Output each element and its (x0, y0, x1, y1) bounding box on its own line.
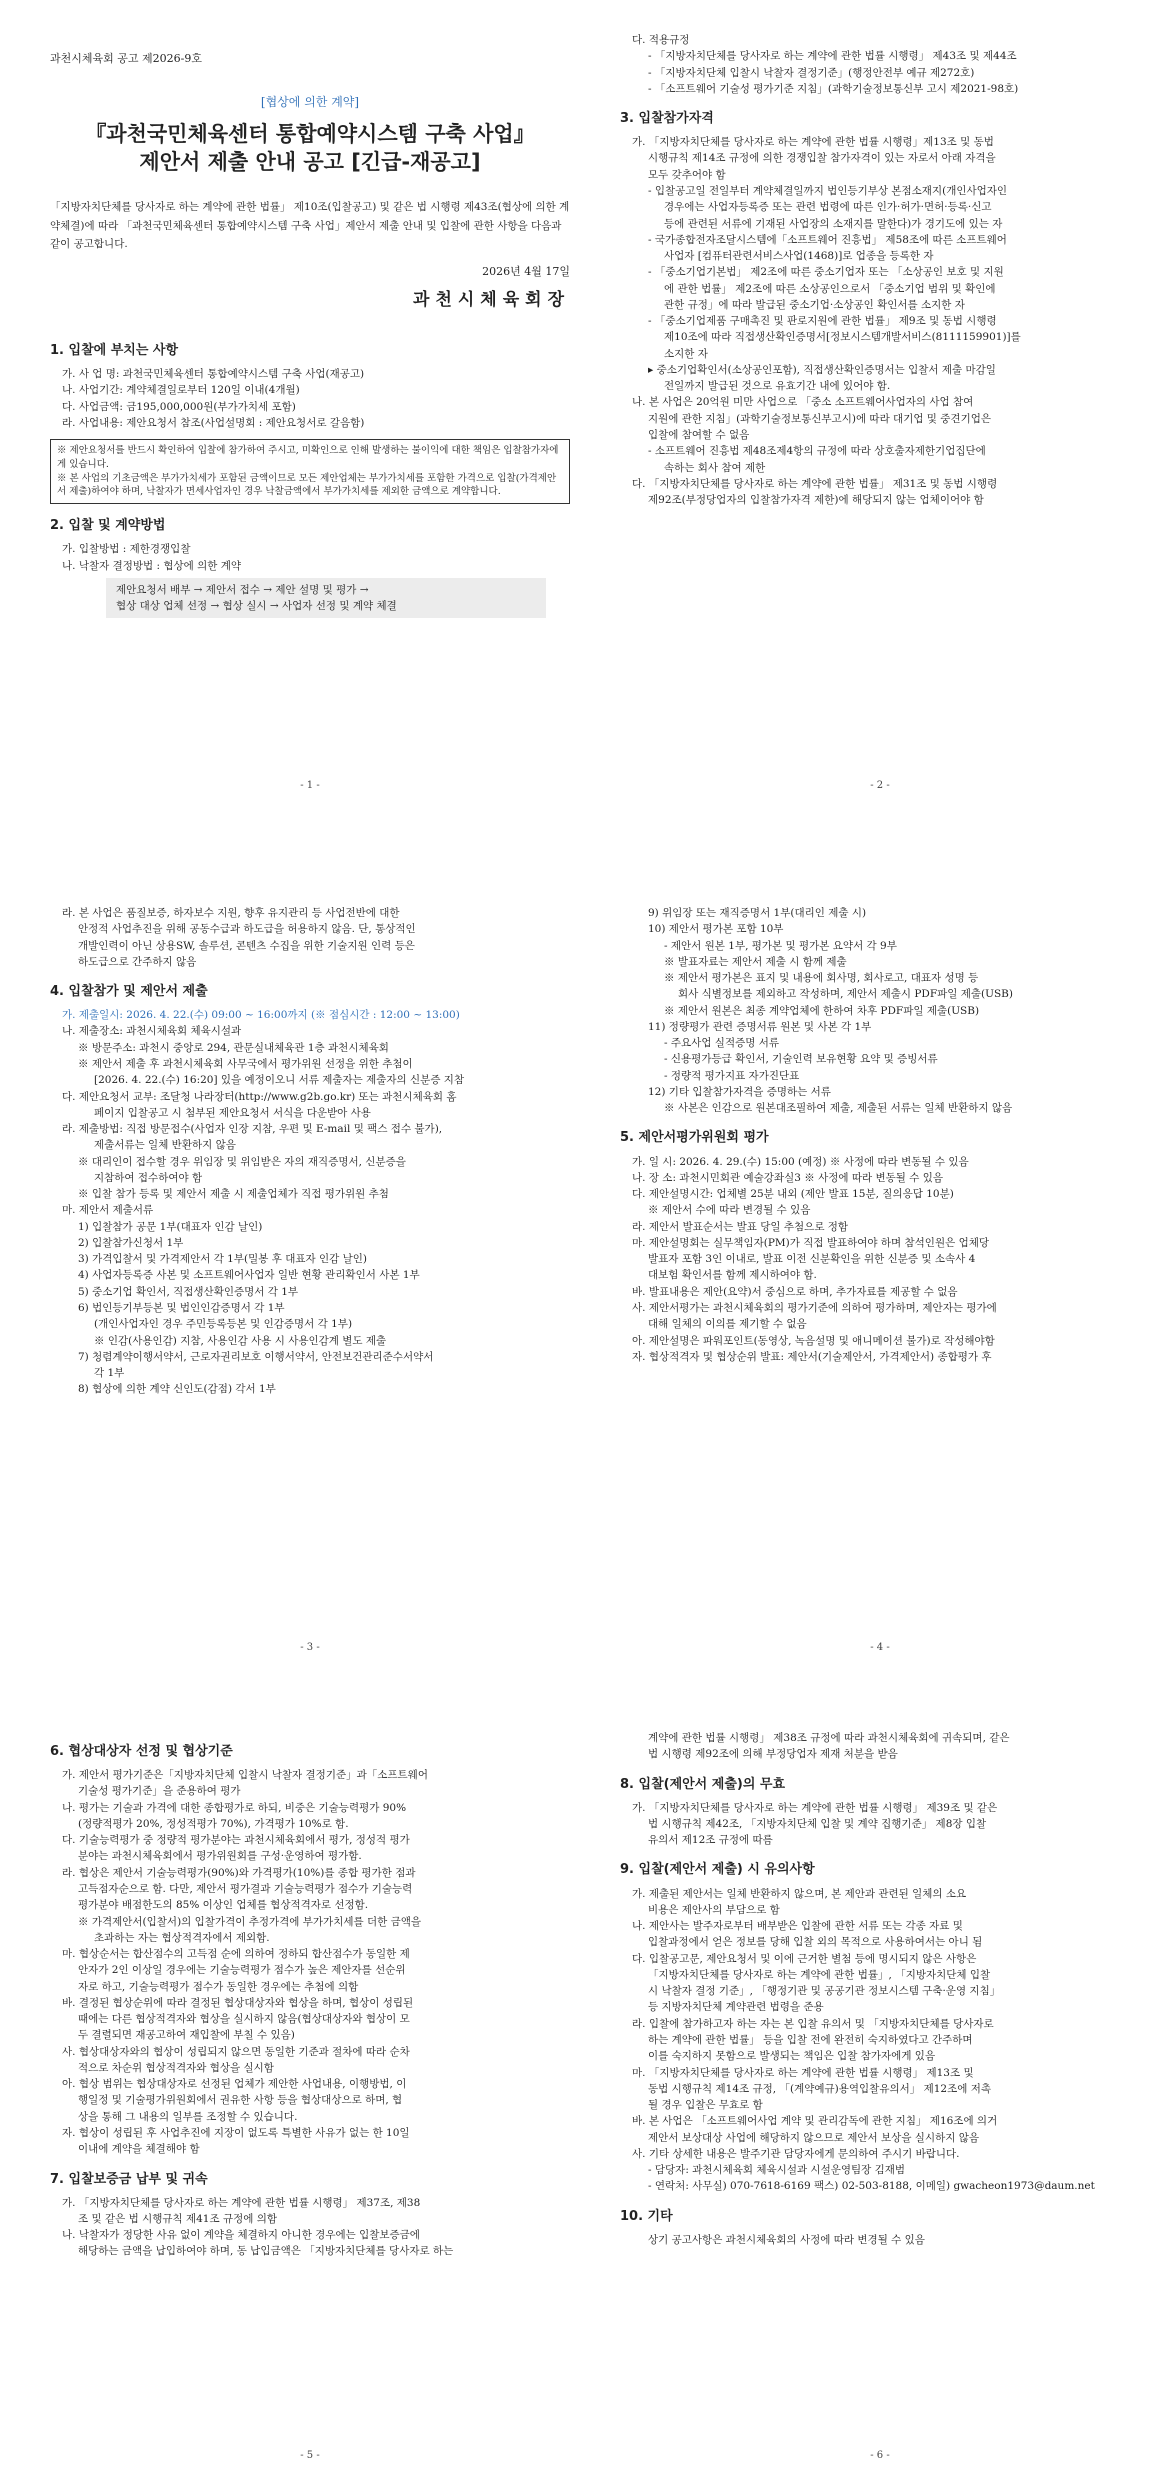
list-item: 초과하는 자는 협상적격자에서 제외함. (94, 1931, 270, 1944)
list-item: 다. 기술능력평가 중 정량적 평가분야는 과천시체육회에서 평가, 정성적 평가 (62, 1834, 410, 1847)
page-number: - 1 - (300, 780, 320, 791)
list-item: 라. 사업내용: 제안요청서 참조(사업설명회 : 제안요청서로 갈음함) (62, 416, 365, 429)
list-item: ▸ 중소기업확인서(소상공인포함), 직접생산확인증명서는 입찰서 제출 마감일 (648, 363, 996, 376)
list-item: 시 낙찰자 결정 기준」, 「행정기관 및 공공기관 정보시스템 구축·운영 지침」 (648, 1985, 1001, 1998)
list-item: 발표자 포함 3인 이내로, 발표 이전 신분확인을 위한 신분증 및 소속사 4 (648, 1253, 976, 1266)
list-item: 라. 본 사업은 품질보증, 하자보수 지원, 향후 유지관리 등 사업전반에 대한 (62, 907, 400, 919)
list-item: 자. 협상이 성립된 후 사업추진에 지장이 없도록 특별한 사유가 없는 한 10일 (62, 2126, 410, 2139)
process-flow-line: 제안요청서 배부 → 제안서 접수 → 제안 설명 및 평가 → (116, 583, 369, 596)
list-item: 다. 입찰공고문, 제안요청서 및 이에 근거한 별첨 등에 명시되지 않은 사항은 (632, 1952, 977, 1965)
section-heading: 1. 입찰에 부치는 사항 (50, 342, 179, 358)
list-item: 10) 제안서 평가본 포함 10부 (648, 923, 784, 936)
page-number: - 3 - (300, 1642, 320, 1653)
list-item: 나. 제출장소: 과천시체육회 체육시설과 (62, 1025, 242, 1038)
list-item: 적으로 차순위 협상적격자와 협상을 실시함 (78, 2061, 274, 2074)
list-item: 될 경우 입찰은 무효로 함 (648, 2099, 763, 2112)
list-item: 12) 기타 입찰참가자격을 증명하는 서류 (648, 1085, 831, 1098)
list-item: (개인사업자인 경우 주민등록등본 및 인감증명서 각 1부) (94, 1318, 353, 1331)
section-heading: 6. 협상대상자 선정 및 협상기준 (50, 1744, 233, 1759)
list-item: - 연락처: 사무실) 070-7618-6169 팩스) 02-503-8188, 이메일) gwacheon1973@daum.net (648, 2180, 1095, 2193)
section-heading: 4. 입찰참가 및 제안서 제출 (50, 984, 208, 1000)
list-item: 9) 위임장 또는 재직증명서 1부(대리인 제출 시) (648, 907, 867, 919)
list-item: 마. 「지방자치단체를 당사자로 하는 계약에 관한 법률 시행령」 제13조 및 (632, 2066, 974, 2079)
list-item: - 입찰공고일 전일부터 계약체결일까지 법인등기부상 본점소재지(개인사업자인 (648, 185, 1008, 197)
page-number: - 4 - (870, 1642, 890, 1653)
list-item: 고득점자순으로 함. 다만, 제안서 평가결과 기술능력평가 점수가 기술능력 (78, 1883, 413, 1895)
title-line-1: 『과천국민체육센터 통합예약시스템 구축 사업』 (85, 121, 535, 146)
list-item: 안자가 2인 이상일 경우에는 기술능력평가 점수가 높은 제안자를 선순위 (78, 1964, 406, 1977)
list-item: 라. 제출방법: 직접 방문접수(사업자 인장 지참, 우편 및 E-mail 및 팩스 접수 불가), (62, 1123, 443, 1136)
list-item: 나. 본 사업은 20억원 미만 사업으로 「중소 소프트웨어사업자의 사업 참여 (632, 396, 974, 409)
list-item: 사. 제안서평가는 과천시체육회의 평가기준에 의하여 평가하며, 제안자는 평가에 (632, 1301, 997, 1314)
page-4 (620, 905, 1140, 1645)
page-1 (50, 50, 570, 790)
contract-type-badge: [협상에 의한 계약] (260, 95, 360, 110)
list-item: 때에는 다른 협상적격자와 협상을 실시하지 않음(협상대상자와 협상이 모 (78, 2013, 410, 2026)
list-item: 법 시행령 제92조에 의해 부정당업자 제재 처분을 받음 (648, 1748, 898, 1761)
list-item: - 담당자: 과천시체육회 체육시설과 시설운영팀장 김재범 (648, 2164, 906, 2177)
list-item: 입찰과정에서 얻은 정보를 당해 입찰 외의 목적으로 사용하여서는 아니 됨 (648, 1936, 983, 1949)
list-item: - 제안서 원본 1부, 평가본 및 평가본 요약서 각 9부 (664, 939, 897, 952)
list-item: 라. 입찰에 참가하고자 하는 자는 본 입찰 유의서 및 「지방자치단체를 당사자로 (632, 2017, 994, 2030)
list-item: 하는 계약에 관한 법률」 등을 입찰 전에 완전히 숙지하였다고 간주하며 (648, 2034, 973, 2046)
list-item: 제92조(부정당업자의 입찰참가자격 제한)에 해당되지 않는 업체이어야 함 (648, 494, 984, 507)
page-3 (50, 905, 570, 1645)
list-item: - 주요사업 실적증명 서류 (664, 1037, 779, 1050)
list-item: 나. 제안사는 발주자로부터 배부받은 입찰에 관한 서류 또는 각종 자료 및 (632, 1920, 963, 1933)
list-item: 대해 일체의 이의를 제기할 수 없음 (648, 1318, 807, 1331)
list-item: ※ 입찰 참가 등록 및 제안서 제출 시 제출업체가 직접 평가위원 추첨 (78, 1188, 389, 1201)
list-item: 등 지방자치단체 계약관련 법령을 준용 (648, 2001, 824, 2014)
list-item: 가. 제출일시: 2026. 4. 22.(수) 09:00 ~ 16:00까지 (※ 점심시간 : 12:00 ~ 13:00) (62, 1009, 460, 1022)
list-item: 이내에 계약을 체결해야 함 (78, 2143, 200, 2156)
list-item: 가. 사 업 명: 과천국민체육센터 통합예약시스템 구축 사업(재공고) (62, 367, 365, 380)
list-item: ※ 사본은 인감으로 원본대조필하여 제출, 제출된 서류는 일체 반환하지 않음 (664, 1102, 1013, 1115)
list-item: - 신용평가등급 확인서, 기술인력 보유현황 요약 및 증빙서류 (664, 1053, 938, 1066)
list-item: 제10조에 따라 직접생산확인증명서[정보시스템개발서비스(8111159901)]를 (664, 331, 1021, 344)
list-item: 나. 낙찰자 결정방법 : 협상에 의한 계약 (62, 559, 242, 572)
list-item: ※ 제안서 원본은 최종 계약업체에 한하여 차후 PDF파일 제출(USB) (664, 1004, 980, 1017)
list-item: - 소프트웨어 진흥법 제48조제4항의 규정에 따라 상호출자제한기업집단에 (648, 445, 986, 458)
list-item: - 「중소기업제품 구매촉진 및 판로지원에 관한 법률」 제9조 및 동법 시행령 (648, 315, 997, 328)
list-item: ※ 인감(사용인감) 지참, 사용인감 사용 시 사용인감계 별도 제출 (94, 1334, 387, 1347)
list-item: 1) 입찰참가 공문 1부(대표자 인감 날인) (78, 1220, 263, 1233)
page-number: - 2 - (870, 780, 890, 791)
list-item: 시행규칙 제14조 규정에 의한 경쟁입찰 참가자격이 있는 자로서 아래 자격을 (648, 152, 996, 165)
list-item: 개발인력이 아닌 상용SW, 솔루션, 콘텐츠 수집을 위한 기술지원 인력 등은 (78, 939, 415, 952)
list-item: 속하는 회사 참여 제한 (664, 461, 766, 474)
list-item: 회사 식별정보를 제외하고 작성하며, 제안서 제출시 PDF파일 제출(USB) (678, 988, 1013, 1001)
list-item: 비용은 제안사의 부담으로 함 (648, 1903, 780, 1916)
intro-paragraph: 「지방자치단체를 당사자로 하는 계약에 관한 법률」 제10조(입찰공고) 및 같은 법 시행령 제43조(협상에 의한 계약체결)에 따라 「과천국민체육센터 통합예약시스템 구축 사업」제안서 제출 안내 및 입찰에 관한 사항을 다음과 같이 공고합니다. (50, 201, 570, 251)
list-item: 조 및 같은 법 시행규칙 제41조 규정에 의함 (78, 2212, 278, 2225)
list-item: 가. 제출된 제안서는 일체 반환하지 않으며, 본 제안과 관련된 일체의 소요 (632, 1887, 967, 1900)
process-flow (106, 578, 546, 619)
list-item: 3) 가격입찰서 및 가격제안서 각 1부(밀봉 후 대표자 인감 날인) (78, 1253, 367, 1266)
list-item: 마. 협상순서는 합산점수의 고득점 순에 의하여 정하되 합산점수가 동일한 제 (62, 1948, 410, 1961)
list-item: 다. 「지방자치단체를 당사자로 하는 계약에 관한 법률」 제31조 및 동법 시행령 (632, 477, 998, 490)
list-item: 나. 사업기간: 계약체결일로부터 120일 이내(4개월) (62, 384, 300, 397)
list-item: 가. 「지방자치단체를 당사자로 하는 계약에 관한 법률 시행령」 제39조 및 같은 (632, 1801, 998, 1814)
list-item: 가. 일 시: 2026. 4. 29.(수) 15:00 (예정) ※ 사정에 따라 변동될 수 있음 (632, 1155, 969, 1168)
list-item: 마. 제안설명회는 실무책임자(PM)가 직접 발표하여야 하며 참석인원은 업체당 (632, 1236, 989, 1249)
list-item: 다. 적용규정 (632, 34, 690, 46)
notice-box-line: ※ 본 사업의 기초금액은 부가가치세가 포함된 금액이므로 모든 제안업체는 부가가치세를 포함한 가격으로 입찰(가격제안서 제출)하여야 하며, 낙찰자가 면세사업자인 경우 낙찰금액에서 부가가치세를 제외한 금액으로 계약합니다. (57, 472, 557, 498)
list-item: ※ 가격제안서(입찰서)의 입찰가격이 추정가격에 부가가치세를 더한 금액을 (78, 1915, 422, 1928)
list-item: 해당하는 금액을 납입하여야 하며, 동 납입금액은 「지방자치단체를 당사자로 하는 (78, 2245, 454, 2258)
list-item: 자로 하고, 기술능력평가 점수가 동일한 경우에는 추첨에 의함 (78, 1980, 359, 1993)
list-item: 에 관한 법률」 제2조에 따른 소상공인으로서 「중소기업 범위 및 확인에 (664, 282, 996, 295)
notice-box (50, 439, 570, 504)
list-item: 4) 사업자등록증 사본 및 소프트웨어사업자 일반 현황 관리확인서 사본 1부 (78, 1269, 420, 1282)
list-item: 8) 협상에 의한 계약 신인도(감점) 각서 1부 (78, 1383, 276, 1396)
list-item: 「지방자치단체를 당사자로 하는 계약에 관한 법률」, 「지방자치단체 입찰 (648, 1968, 991, 1981)
list-item: 나. 평가는 기술과 가격에 대한 종합평가로 하되, 비중은 기술능력평가 90% (62, 1801, 407, 1814)
list-item: - 「지방자치단체를 당사자로 하는 계약에 관한 법률 시행령」 제43조 및 제44조 (648, 50, 1017, 63)
list-item: 평가분야 배점한도의 85% 이상인 업체를 협상적격자로 선정함. (78, 1899, 369, 1912)
list-item: 7) 청렴계약이행서약서, 근로자권리보호 이행서약서, 안전보건관리준수서약서 (78, 1350, 434, 1363)
list-item: 바. 결정된 협상순위에 따라 결정된 협상대상자와 협상을 하며, 협상이 성립된 (62, 1996, 414, 2009)
list-item: 지원에 관한 지침」(과학기술정보통신부고시)에 따라 대기업 및 중견기업은 (648, 412, 992, 425)
section-heading: 3. 입찰참가자격 (620, 111, 714, 127)
list-item: 나. 낙찰자가 정당한 사유 없이 계약을 체결하지 아니한 경우에는 입찰보증금에 (62, 2229, 420, 2242)
list-item: 제안서 보상대상 사업에 해당하지 않으므로 제안서 보상을 실시하지 않음 (648, 2131, 979, 2144)
section-heading: 2. 입찰 및 계약방법 (50, 518, 166, 534)
list-item: - 「중소기업기본법」 제2조에 따른 중소기업자 또는 「소상공인 보호 및 지원 (648, 266, 1004, 279)
list-item: 바. 발표내용은 제안(요약)서 중심으로 하며, 추가자료를 제공할 수 없음 (632, 1285, 958, 1298)
list-item: 사. 협상대상자와의 협상이 성립되지 않으면 동일한 기준과 절차에 따라 순차 (62, 2045, 410, 2058)
list-item: 가. 제안서 평가기준은「지방자치단체 입찰시 낙찰자 결정기준」과「소프트웨어 (62, 1769, 428, 1782)
process-flow-line: 협상 대상 업체 선정 → 협상 실시 → 사업자 선정 및 계약 체결 (116, 600, 397, 613)
list-item: ※ 제안서 제출 후 과천시체육회 사무국에서 평가위원 선정을 위한 추첨이 (78, 1058, 413, 1070)
page-title (50, 120, 570, 177)
list-item: (정량적평가 20%, 정성적평가 70%), 가격평가 10%로 함. (78, 1817, 349, 1830)
list-item: 가. 「지방자치단체를 당사자로 하는 계약에 관한 법률 시행령」제13조 및 동법 (632, 136, 994, 149)
list-item: 대보험 확인서를 함께 제시하여야 함. (648, 1269, 817, 1282)
section-heading: 9. 입찰(제안서 제출) 시 유의사항 (620, 1862, 815, 1878)
list-item: 행일정 및 기술평가위원회에서 권유한 사항 등을 협상대상으로 하며, 협 (78, 2094, 403, 2107)
list-item: 다. 제안요청서 교부: 조달청 나라장터(http://www.g2b.go.kr) 또는 과천시체육회 홈 (62, 1090, 457, 1103)
list-item: ※ 대리인이 접수할 경우 위임장 및 위임받은 자의 재직증명서, 신분증을 (78, 1155, 406, 1168)
list-item: 입찰에 참여할 수 없음 (648, 428, 750, 441)
list-item: 11) 정량평가 관련 증명서류 원본 및 사본 각 1부 (648, 1020, 872, 1033)
list-item: - 국가종합전자조달시스템에「소프트웨어 진흥법」 제58조에 따른 소프트웨어 (648, 233, 1007, 246)
list-item: 안정적 사업추진을 위해 공동수급과 하도급을 허용하지 않음. 단, 통상적인 (78, 923, 416, 936)
list-item: 가. 입찰방법 : 제한경쟁입찰 (62, 543, 191, 556)
list-item: 아. 협상 범위는 협상대상자로 선정된 업체가 제안한 사업내용, 이행방법, 이 (62, 2078, 407, 2091)
list-item: 하도급으로 간주하지 않음 (78, 955, 197, 968)
list-item: 가. 「지방자치단체를 당사자로 하는 계약에 관한 법률 시행령」 제37조, 제38 (62, 2196, 421, 2209)
notice-number: 과천시체육회 공고 제2026-9호 (50, 52, 202, 65)
list-item: 라. 제안서 발표순서는 발표 당일 추첨으로 정함 (632, 1220, 849, 1233)
list-item: ※ 발표자료는 제안서 제출 시 함께 제출 (664, 955, 847, 968)
section-heading: 7. 입찰보증금 납부 및 귀속 (50, 2171, 208, 2187)
list-item: [2026. 4. 22.(수) 16:20] 있을 예정이오니 서류 제출자는 제출자의 신분증 지참 (94, 1074, 465, 1087)
list-item: 다. 제안설명시간: 업체별 25분 내외 (제안 발표 15분, 질의응답 10분) (632, 1188, 954, 1201)
list-item: 지참하여 접수하여야 함 (94, 1171, 203, 1184)
list-item: 사업자 [컴퓨터관련서비스사업(1468)]로 업종을 등록한 자 (664, 250, 934, 263)
list-item: 다. 사업금액: 금195,000,000원(부가가치세 포함) (62, 400, 296, 413)
section-heading: 5. 제안서평가위원회 평가 (620, 1130, 769, 1146)
list-item: 소지한 자 (664, 347, 708, 360)
organization-name: 과천시체육회장 (413, 289, 570, 310)
list-item: 페이지 입찰공고 시 첨부된 제안요청서 서식을 다운받아 사용 (94, 1106, 371, 1119)
list-item: 아. 제안설명은 파워포인트(동영상, 녹음설명 및 애니메이션 불가)로 작성해야함 (632, 1334, 995, 1347)
page-5 (50, 1730, 570, 2430)
list-item: 등에 관련된 서류에 기재된 사업장의 소재지를 말한다)가 경기도에 있는 자 (664, 217, 1003, 230)
list-item: ※ 방문주소: 과천시 중앙로 294, 관문실내체육관 1층 과천시체육회 (78, 1041, 389, 1054)
notice-date: 2026년 4월 17일 (482, 265, 570, 279)
list-item: 동법 시행규칙 제14조 규정, 「(계약예규)용역입찰유의서」 제12조에 저촉 (648, 2082, 991, 2095)
page-number: - 6 - (870, 2450, 890, 2461)
list-item: 자. 협상적격자 및 협상순위 발표: 제안서(기술제안서, 가격제안서) 종합평가 후 (632, 1350, 992, 1363)
page-2 (620, 32, 1140, 792)
list-item: 두 결렬되면 재공고하여 재입찰에 부칠 수 있음) (78, 2029, 295, 2042)
list-item: 라. 협상은 제안서 기술능력평가(90%)와 가격평가(10%)를 종합 평가한 점과 (62, 1866, 416, 1879)
page-number: - 5 - (300, 2450, 320, 2461)
title-line-2: 제안서 제출 안내 공고 [긴급-재공고] (139, 149, 481, 174)
page-6 (620, 1730, 1140, 2430)
list-item: 계약에 관한 법률 시행령」 제38조 규정에 따라 과천시체육회에 귀속되며, 같은 (648, 1732, 1010, 1744)
list-item: 상기 공고사항은 과천시체육회의 사정에 따라 변경될 수 있음 (648, 2233, 925, 2246)
list-item: 2) 입찰참가신청서 1부 (78, 1236, 184, 1249)
list-item: ※ 제안서 수에 따라 변경될 수 있음 (648, 1204, 811, 1217)
section-heading: 8. 입찰(제안서 제출)의 무효 (620, 1776, 786, 1792)
list-item: 법 시행규칙 제42조, 「지방자치단체 입찰 및 계약 집행기준」 제8장 입찰 (648, 1817, 987, 1830)
list-item: 5) 중소기업 확인서, 직접생산확인증명서 각 1부 (78, 1285, 299, 1298)
list-item: - 「소프트웨어 기술성 평가기준 지침」(과학기술정보통신부 고시 제2021-98호) (648, 82, 1019, 95)
list-item: 제출서류는 일체 반환하지 않음 (94, 1139, 236, 1152)
list-item: 상을 통해 그 내용의 일부를 조정할 수 있습니다. (78, 2110, 298, 2123)
list-item: 관한 규정」에 따라 발급된 중소기업·소상공인 확인서를 소지한 자 (664, 298, 965, 311)
list-item: ※ 제안서 평가본은 표지 및 내용에 회사명, 회사로고, 대표자 성명 등 (664, 972, 979, 985)
list-item: 분야는 과천시체육회에서 평가위원회를 구성·운영하여 평가함. (78, 1850, 362, 1863)
section-heading: 10. 기타 (620, 2208, 673, 2224)
list-item: 전일까지 발급된 것으로 유효기간 내에 있어야 함. (664, 380, 891, 393)
section-1-items (50, 366, 570, 431)
list-item: - 「지방자치단체 입찰시 낙찰자 결정기준」(행정안전부 예규 제272호) (648, 66, 975, 79)
list-item: 나. 장 소: 과천시민회관 예술강좌실3 ※ 사정에 따라 변동될 수 있음 (632, 1171, 944, 1184)
list-item: 이를 숙지하지 못함으로 발생되는 책임은 입찰 참가자에게 있음 (648, 2050, 936, 2063)
list-item: - 정량적 평가지표 자가진단표 (664, 1069, 800, 1082)
list-item: 사. 기타 상세한 내용은 발주기관 담당자에게 문의하여 주시기 바랍니다. (632, 2147, 960, 2160)
list-item: 각 1부 (94, 1367, 125, 1380)
list-item: 유의서 제12조 규정에 따름 (648, 1834, 773, 1847)
list-item: 6) 법인등기부등본 및 법인인감증명서 각 1부 (78, 1301, 285, 1314)
list-item: 모두 갖추어야 함 (648, 168, 726, 181)
list-item: 기술성 평가기준」을 준용하여 평가 (78, 1785, 241, 1798)
list-item: 바. 본 사업은 「소프트웨어사업 계약 및 관리감독에 관한 지침」 제16조에 의거 (632, 2115, 998, 2128)
list-item: 마. 제안서 제출서류 (62, 1204, 154, 1217)
notice-box-line: ※ 제안요청서를 반드시 확인하여 입찰에 참가하여 주시고, 미확인으로 인해 발생하는 불이익에 대한 책임은 입찰참가자에게 있습니다. (57, 445, 559, 470)
list-item: 경우에는 사업자등록증 또는 관련 법령에 따른 인가·허가·면허·등록·신고 (664, 201, 992, 214)
